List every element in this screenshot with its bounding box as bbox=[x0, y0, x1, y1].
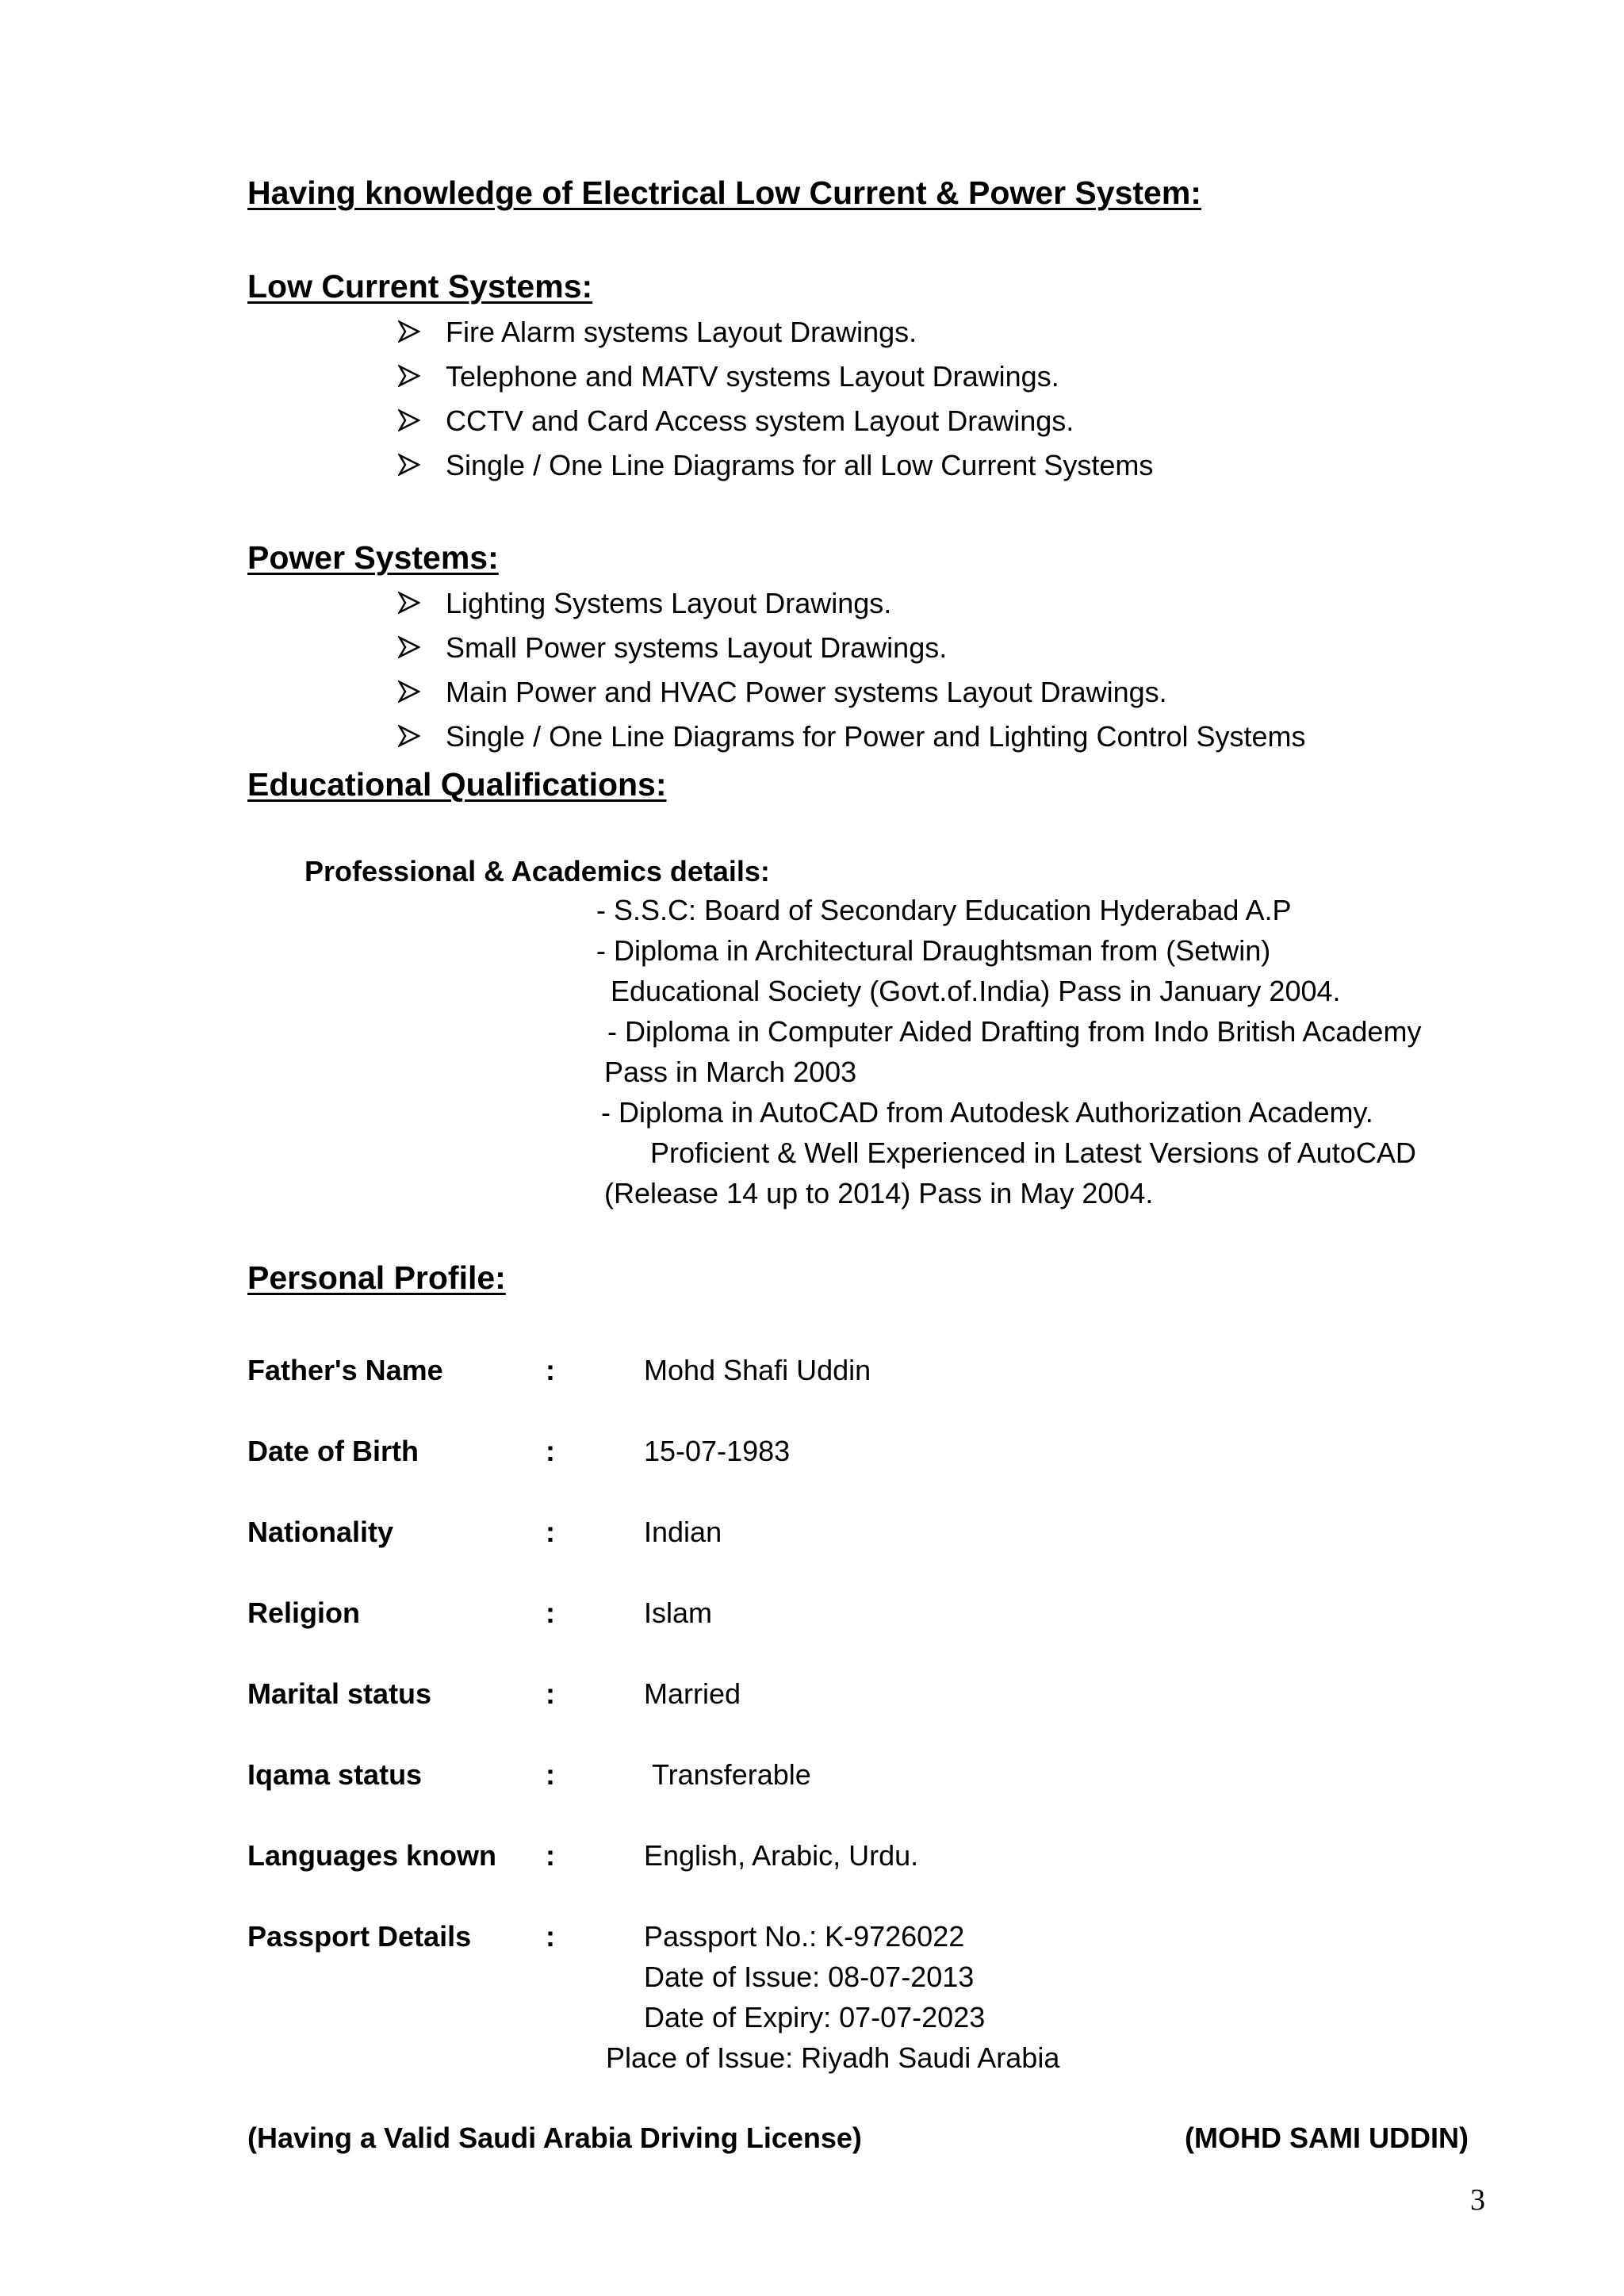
arrow-bullet-icon bbox=[398, 320, 420, 343]
profile-label: Date of Birth bbox=[247, 1435, 419, 1467]
profile-value: Married bbox=[644, 1677, 741, 1710]
profile-colon: : bbox=[546, 1839, 555, 1872]
arrow-bullet-icon bbox=[398, 592, 420, 614]
education-line: (Release 14 up to 2014) Pass in May 2004. bbox=[604, 1177, 1154, 1209]
education-line: - Diploma in AutoCAD from Autodesk Authorization Academy. bbox=[601, 1096, 1373, 1129]
education-subtitle: Professional & Academics details: bbox=[304, 855, 770, 887]
arrow-bullet-icon bbox=[398, 365, 420, 387]
list-item: Lighting Systems Layout Drawings. bbox=[446, 587, 892, 619]
profile-colon: : bbox=[546, 1516, 555, 1548]
profile-value: 15-07-1983 bbox=[644, 1435, 791, 1467]
list-item: Telephone and MATV systems Layout Drawings. bbox=[446, 360, 1059, 393]
education-heading: Educational Qualifications: bbox=[247, 766, 667, 803]
profile-colon: : bbox=[546, 1596, 555, 1629]
profile-value: Mohd Shafi Uddin bbox=[644, 1354, 871, 1386]
driving-license-note: (Having a Valid Saudi Arabia Driving License) bbox=[247, 2122, 862, 2154]
list-item: Fire Alarm systems Layout Drawings. bbox=[446, 316, 917, 348]
profile-value: Transferable bbox=[652, 1758, 811, 1791]
passport-place-of-issue: Place of Issue: Riyadh Saudi Arabia bbox=[606, 2041, 1060, 2074]
profile-colon: : bbox=[546, 1435, 555, 1467]
profile-label: Passport Details bbox=[247, 1920, 472, 1953]
profile-value: English, Arabic, Urdu. bbox=[644, 1839, 919, 1872]
arrow-bullet-icon bbox=[398, 725, 420, 747]
profile-label: Father's Name bbox=[247, 1354, 443, 1386]
profile-label: Languages known bbox=[247, 1839, 497, 1872]
profile-colon: : bbox=[546, 1920, 555, 1953]
profile-value: Passport No.: K-9726022 bbox=[644, 1920, 965, 1953]
profile-value: Islam bbox=[644, 1596, 713, 1629]
list-item: CCTV and Card Access system Layout Drawings. bbox=[446, 404, 1074, 437]
education-line: Educational Society (Govt.of.India) Pass in January 2004. bbox=[611, 975, 1341, 1007]
list-item: Single / One Line Diagrams for Power and Lighting Control Systems bbox=[446, 720, 1306, 753]
education-line: Pass in March 2003 bbox=[604, 1056, 857, 1088]
page-number: 3 bbox=[1470, 2183, 1485, 2217]
arrow-bullet-icon bbox=[398, 680, 420, 703]
profile-label: Iqama status bbox=[247, 1758, 423, 1791]
power-systems-heading: Power Systems: bbox=[247, 539, 499, 576]
main-heading: Having knowledge of Electrical Low Current & Power System: bbox=[247, 174, 1201, 211]
profile-label: Nationality bbox=[247, 1516, 394, 1548]
education-line: - Diploma in Architectural Draughtsman from (Setwin) bbox=[596, 934, 1271, 967]
passport-issue-date: Date of Issue: 08-07-2013 bbox=[644, 1961, 975, 1993]
profile-colon: : bbox=[546, 1677, 555, 1710]
profile-colon: : bbox=[546, 1354, 555, 1386]
list-item: Small Power systems Layout Drawings. bbox=[446, 631, 948, 664]
arrow-bullet-icon bbox=[398, 636, 420, 658]
arrow-bullet-icon bbox=[398, 409, 420, 431]
personal-profile-heading: Personal Profile: bbox=[247, 1259, 506, 1296]
education-line: Proficient & Well Experienced in Latest Versions of AutoCAD bbox=[650, 1137, 1416, 1169]
list-item: Main Power and HVAC Power systems Layout Drawings. bbox=[446, 676, 1167, 708]
profile-colon: : bbox=[546, 1758, 555, 1791]
low-current-heading: Low Current Systems: bbox=[247, 268, 593, 305]
arrow-bullet-icon bbox=[398, 454, 420, 476]
profile-value: Indian bbox=[644, 1516, 722, 1548]
profile-label: Marital status bbox=[247, 1677, 432, 1710]
passport-expiry-date: Date of Expiry: 07-07-2023 bbox=[644, 2001, 986, 2033]
signature-name: (MOHD SAMI UDDIN) bbox=[1185, 2122, 1469, 2154]
education-line: - S.S.C: Board of Secondary Education Hyderabad A.P bbox=[596, 894, 1292, 926]
list-item: Single / One Line Diagrams for all Low Current Systems bbox=[446, 449, 1154, 481]
education-line: - Diploma in Computer Aided Drafting from Indo British Academy bbox=[607, 1015, 1422, 1048]
profile-label: Religion bbox=[247, 1596, 360, 1629]
